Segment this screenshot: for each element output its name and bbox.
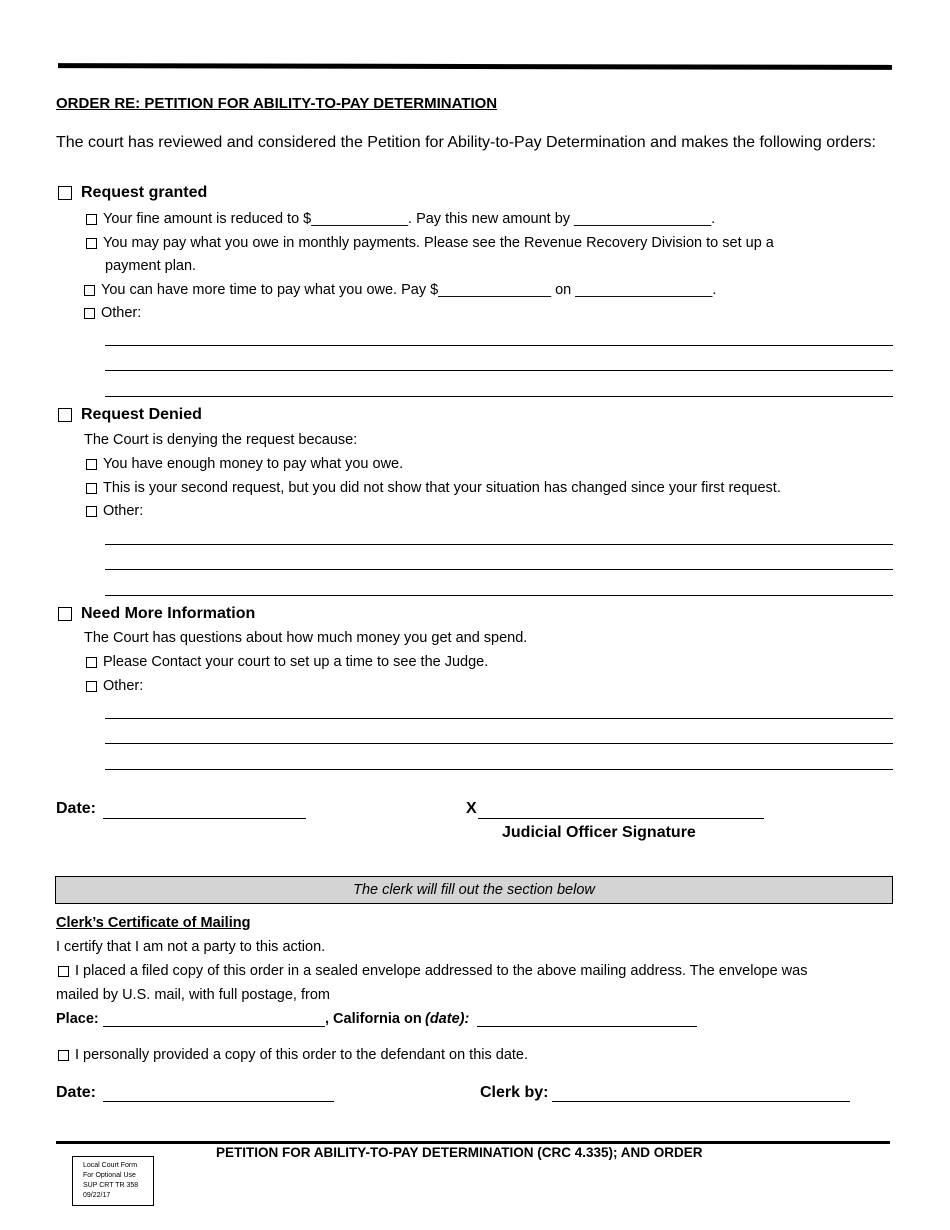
california-label: , California on: [325, 1011, 422, 1027]
denied-item-enough-money[interactable]: [86, 456, 403, 472]
personal-checkbox[interactable]: [58, 1050, 69, 1061]
bottom-rule: [56, 1141, 890, 1144]
judicial-officer-label: Judicial Officer Signature: [502, 824, 696, 841]
denied-heading: Request Denied: [81, 406, 202, 423]
more-info-item-contact[interactable]: [86, 654, 488, 670]
mail-text-cont: mailed by U.S. mail, with full postage, from: [56, 987, 330, 1003]
form-box-line-2: For Optional Use: [83, 1172, 136, 1179]
more-info-section-header[interactable]: [58, 605, 255, 623]
more-info-other-line-2[interactable]: [105, 743, 893, 744]
top-rule: [58, 63, 892, 70]
reduce-text: Your fine amount is reduced to $____________. Pay this new amount by _________________.: [103, 211, 716, 227]
more-info-other-label: Other:: [103, 678, 144, 694]
more-info-checkbox[interactable]: [58, 607, 72, 621]
granted-item-monthly[interactable]: [86, 235, 774, 251]
more-info-other-checkbox[interactable]: [86, 681, 97, 692]
granted-other-checkbox[interactable]: [84, 308, 95, 319]
signature-date-field[interactable]: [103, 818, 306, 819]
denied-other-line-2[interactable]: [105, 569, 893, 570]
mail-checkbox[interactable]: [58, 966, 69, 977]
enough-money-checkbox[interactable]: [86, 459, 97, 470]
reduce-checkbox[interactable]: [86, 214, 97, 225]
contact-checkbox[interactable]: [86, 657, 97, 668]
personal-text: I personally provided a copy of this order to the defendant on this date.: [75, 1047, 529, 1063]
monthly-text: You may pay what you owe in monthly payments. Please see the Revenue Recovery Division to set up a: [103, 235, 774, 251]
monthly-checkbox[interactable]: [86, 238, 97, 249]
signature-x-mark: X: [466, 800, 477, 817]
signature-date-label: Date:: [56, 800, 97, 817]
form-box-line-4: 09/22/17: [83, 1192, 111, 1199]
denied-other-checkbox[interactable]: [86, 506, 97, 517]
more-info-intro: The Court has questions about how much money you get and spend.: [84, 630, 528, 646]
clerk-by-label: Clerk by:: [480, 1084, 549, 1101]
second-request-checkbox[interactable]: [86, 483, 97, 494]
granted-other-line-2[interactable]: [105, 370, 893, 371]
denied-checkbox[interactable]: [58, 408, 72, 422]
more-time-text: You can have more time to pay what you owe. Pay $______________ on _________________.: [101, 282, 717, 298]
more-info-other-line-1[interactable]: [105, 718, 893, 719]
contact-text: Please Contact your court to set up a time to see the Judge.: [103, 654, 489, 670]
denied-intro: The Court is denying the request because:: [84, 432, 358, 448]
more-info-heading: Need More Information: [81, 605, 256, 622]
clerk-personal-item[interactable]: [58, 1047, 528, 1063]
clerk-certificate-heading: Clerk’s Certificate of Mailing: [56, 915, 251, 931]
more-info-other-line-3[interactable]: [105, 769, 893, 770]
denied-other-line-3[interactable]: [105, 595, 893, 596]
footer-title: PETITION FOR ABILITY-TO-PAY DETERMINATION (CRC 4.335); AND ORDER: [216, 1145, 703, 1160]
form-box-line-3: SUP CRT TR 358: [83, 1182, 139, 1189]
granted-item-other[interactable]: [84, 305, 141, 321]
clerk-date-label: Date:: [56, 1084, 97, 1101]
denied-other-line-1[interactable]: [105, 544, 893, 545]
place-label: Place:: [56, 1011, 99, 1027]
second-request-text: This is your second request, but you did not show that your situation has changed since your first request.: [103, 480, 781, 496]
clerk-date-field[interactable]: [103, 1101, 334, 1102]
mail-date-field[interactable]: [477, 1026, 697, 1027]
clerk-certify-text: I certify that I am not a party to this action.: [56, 939, 326, 955]
place-field[interactable]: [103, 1026, 325, 1027]
granted-other-line-1[interactable]: [105, 345, 893, 346]
mail-text: I placed a filed copy of this order in a sealed envelope addressed to the above mailing address. The envelope was: [75, 963, 808, 979]
denied-other-label: Other:: [103, 503, 144, 519]
enough-money-text: You have enough money to pay what you owe.: [103, 456, 404, 472]
intro-text: The court has reviewed and considered the Petition for Ability-to-Pay Determination and makes the following orders:: [56, 134, 876, 151]
more-info-item-other[interactable]: [86, 678, 143, 694]
form-box-line-1: Local Court Form: [83, 1162, 138, 1169]
denied-item-second-request[interactable]: [86, 480, 781, 496]
monthly-text-cont: payment plan.: [105, 258, 197, 274]
page-title: ORDER RE: PETITION FOR ABILITY-TO-PAY DETERMINATION: [56, 95, 498, 112]
clerk-bar-text: The clerk will fill out the section below: [353, 882, 595, 898]
clerk-section-bar: [55, 876, 893, 904]
form-id-box: [72, 1156, 154, 1206]
granted-other-label: Other:: [101, 305, 142, 321]
judicial-signature-field[interactable]: [478, 818, 764, 819]
denied-section-header[interactable]: [58, 406, 202, 424]
clerk-signature-field[interactable]: [552, 1101, 850, 1102]
granted-checkbox[interactable]: [58, 186, 72, 200]
mail-date-label: (date):: [425, 1011, 470, 1027]
granted-heading: Request granted: [81, 184, 208, 201]
denied-item-other[interactable]: [86, 503, 143, 519]
granted-section-header[interactable]: [58, 184, 207, 202]
more-time-checkbox[interactable]: [84, 285, 95, 296]
clerk-mail-item[interactable]: [58, 963, 807, 979]
granted-item-more-time[interactable]: [84, 282, 716, 298]
granted-other-line-3[interactable]: [105, 396, 893, 397]
granted-item-reduce[interactable]: [86, 211, 715, 227]
